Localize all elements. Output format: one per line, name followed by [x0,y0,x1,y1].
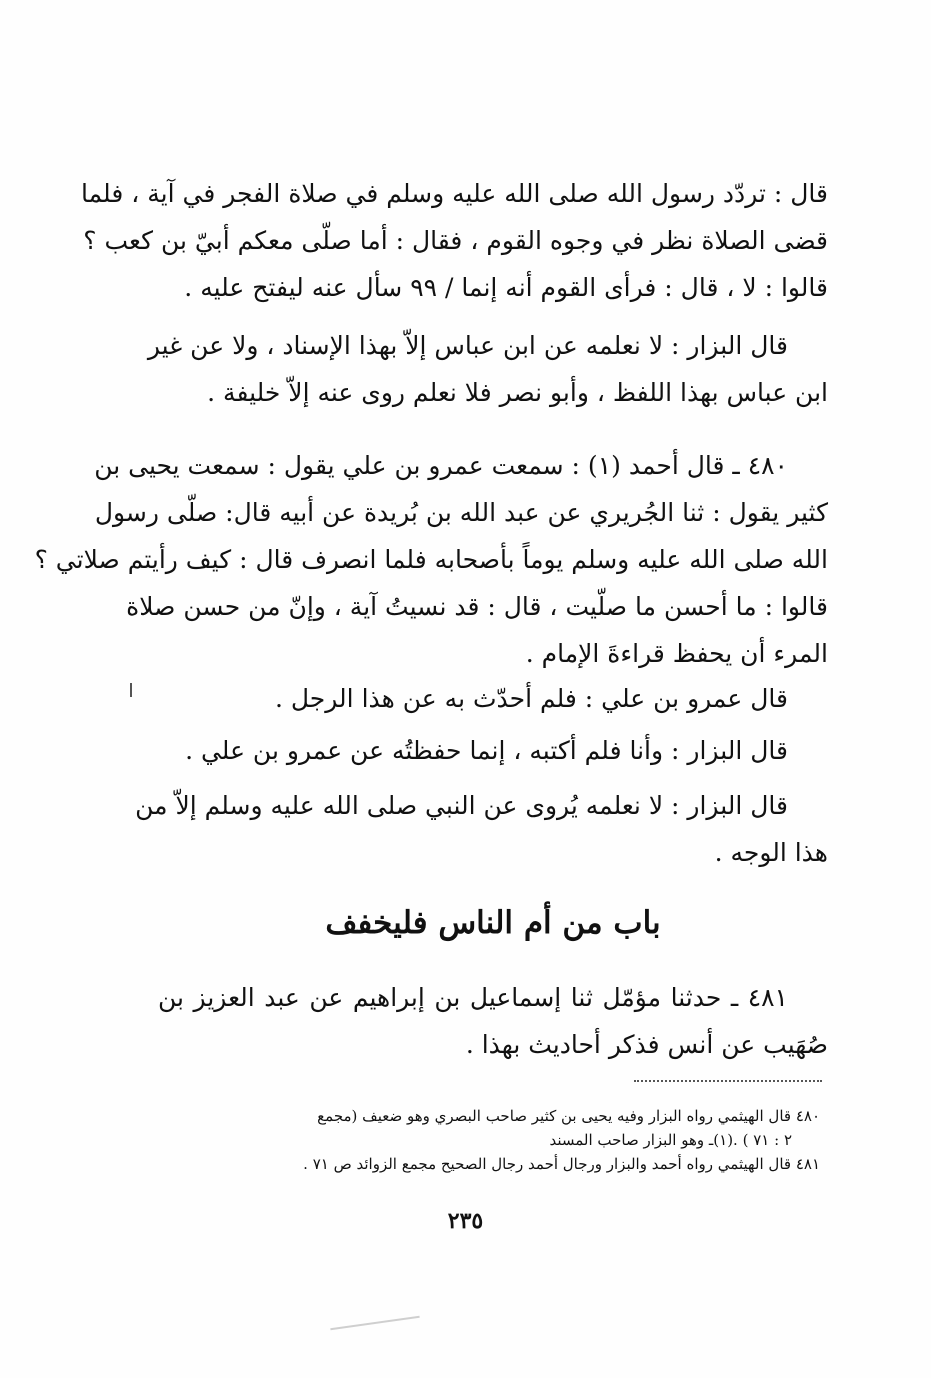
paragraph-amr-statement [158,675,828,722]
text-line: قضى الصلاة نظر في وجوه القوم ، فقال : أما صلّى معكم أبيّ بن كعب ؟ [83,226,828,255]
text-line: ٤٨٠ ـ قال أحمد (١) : سمعت عمرو بن علي يقول : سمعت يحيى بن [94,451,788,480]
paragraph-481 [158,974,828,1068]
paragraph-bazzar-statement [158,727,828,774]
text-line: الله صلى الله عليه وسلم يوماً بأصحابه فلما انصرف قال : كيف رأيتم صلاتي ؟ [34,545,828,574]
footnote-line: ٤٨١ قال الهيثمي رواه أحمد والبزار ورجال أحمد رجال الصحيح مجمع الزوائد ص ٧١ . [303,1155,820,1173]
text-line: ابن عباس بهذا اللفظ ، وأبو نصر فلا نعلم روى عنه إلاّ خليفة . [207,378,828,407]
paragraph-480 [34,442,828,677]
paragraph-bazzar-note [135,782,828,876]
text-line: صُهَيب عن أنس فذكر أحاديث بهذا . [465,1030,828,1059]
text-line: قال البزار : لا نعلمه يُروى عن النبي صلى الله عليه وسلم إلاّ من [135,791,788,820]
text-line: قال البزار : وأنا فلم أكتبه ، إنما حفظتُه عن عمرو بن علي . [185,736,788,765]
text-line: كثير يقول : ثنا الجُريري عن عبد الله بن بُريدة عن أبيه قال: صلّى رسول [94,498,828,527]
text-line: قال عمرو بن علي : فلم أحدّث به عن هذا الرجل . [274,684,788,713]
text-line: قال البزار : لا نعلمه عن ابن عباس إلاّ بهذا الإسناد ، ولا عن غير [147,331,788,360]
footnotes [180,1104,820,1176]
text-line: قال : تردّد رسول الله صلى الله عليه وسلم في صلاة الفجر في آية ، فلما [80,179,828,208]
text-line: هذا الوجه . [714,838,828,867]
page-number: ٢٣٥ [447,1208,484,1234]
margin-mark [130,683,132,697]
section-heading: باب من أم الناس فليخفف [325,905,661,941]
paragraph-1 [80,170,828,311]
text-line: ٤٨١ ـ حدثنا مؤمّل ثنا إسماعيل بن إبراهيم عن عبد العزيز بن [158,983,788,1012]
text-line: قالوا : لا ، قال : فرأى القوم أنه إنما / ٩٩ سأل عنه ليفتح عليه . [184,273,828,302]
footnote-line: ٤٨٠ قال الهيثمي رواه البزار وفيه يحيى بن كثير صاحب البصري وهو ضعيف (مجمع [317,1107,820,1125]
footnote-divider [634,1080,822,1082]
paragraph-2 [147,322,828,416]
text-line: قالوا : ما أحسن ما صلّيت ، قال : قد نسيتُ آية ، وإنّ من حسن صلاة [126,592,828,621]
scan-smudge [330,1316,419,1331]
text-line: المرء أن يحفظ قراءةَ الإمام . [525,639,828,668]
footnote-line: ٢ : ٧١ ) .(١)ـ وهو البزار صاحب المسند [549,1131,792,1149]
